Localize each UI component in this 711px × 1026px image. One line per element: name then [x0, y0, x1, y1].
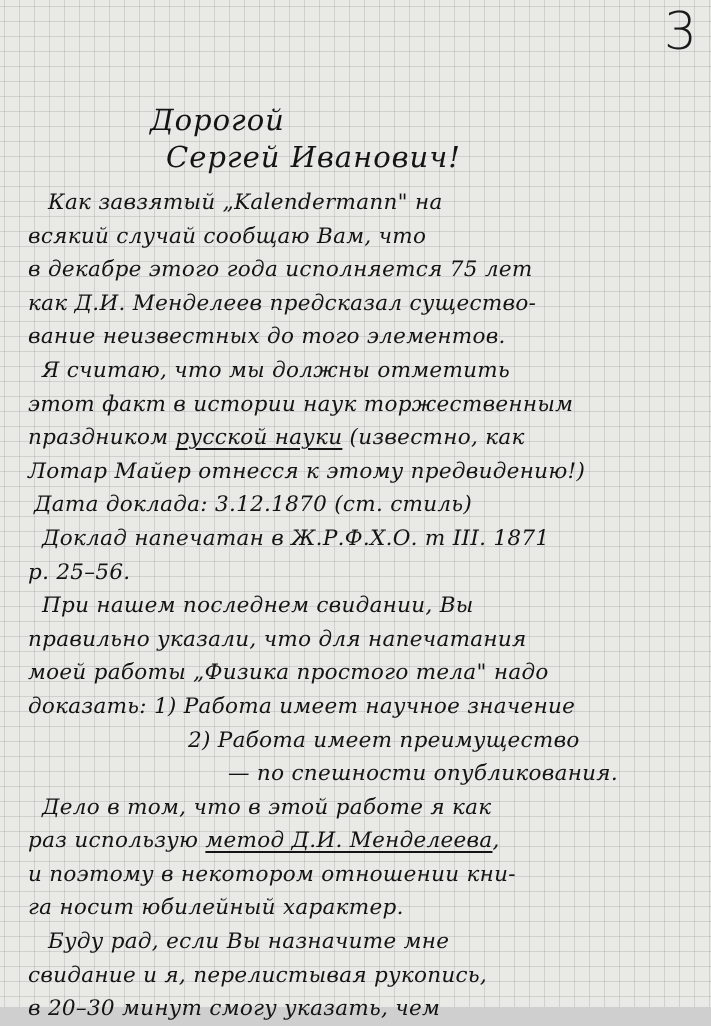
letter-line: правильно указали, что для напечатания [28, 626, 527, 652]
letter-line: га носит юбилейный характер. [28, 895, 404, 921]
line-text: (известно, как [342, 425, 525, 451]
letter-line: 2) Работа имеет преимущество [188, 727, 580, 753]
letter-line: в 20–30 минут смогу указать, чем [28, 996, 441, 1022]
letter-line: — по спешности опубликования. [228, 761, 618, 787]
letter-line: доказать: 1) Работа имеет научное значение [28, 693, 576, 719]
letter-body [28, 186, 700, 1026]
letter-line: моей работы „Физика простого тела" надо [28, 660, 549, 686]
letter-line: Я считаю, что мы должны отметить [42, 357, 510, 383]
letter-line [28, 421, 700, 455]
line-text: раз использую [28, 828, 206, 854]
line-text: праздником [28, 425, 176, 451]
letter-line: Лотар Майер отнесся к этому предвидению!) [28, 458, 586, 484]
letter-line: Дата доклада: 3.12.1870 (ст. стиль) [34, 492, 473, 518]
letter-line: свидание и я, перелистывая рукопись, [28, 962, 488, 988]
letter-line: р. 25–56. [28, 559, 131, 585]
letter-line: Как завзятый „Kalendermann" на [48, 190, 443, 215]
line-text: , [492, 828, 500, 854]
underlined-phrase: метод Д.И. Менделеева [205, 828, 493, 854]
letter-line [28, 824, 700, 858]
letter-line: Доклад напечатан в Ж.Р.Ф.Х.О. т III. 1871 [42, 525, 550, 551]
underlined-phrase: русской науки [175, 425, 343, 451]
letter-line: Буду рад, если Вы назначите мне [48, 929, 450, 955]
page-number: 3 [663, 2, 697, 62]
salutation-line-2: Сергей Иванович! [166, 140, 461, 174]
letter-line: всякий случай сообщаю Вам, что [28, 223, 427, 249]
letter-line: в декабре этого года исполняется 75 лет [28, 257, 533, 283]
letter-line: вание неизвестных до того элементов. [28, 324, 506, 350]
salutation-line-1: Дорогой [150, 103, 285, 137]
letter-line: как Д.И. Менделеев предсказал существо- [28, 290, 537, 316]
letter-line: и поэтому в некотором отношении кни- [28, 861, 516, 887]
letter-line: При нашем последнем свидании, Вы [42, 593, 474, 619]
letter-line: Дело в том, что в этой работе я как [42, 794, 492, 820]
letter-line: этот факт в истории наук торжественным [28, 391, 574, 417]
